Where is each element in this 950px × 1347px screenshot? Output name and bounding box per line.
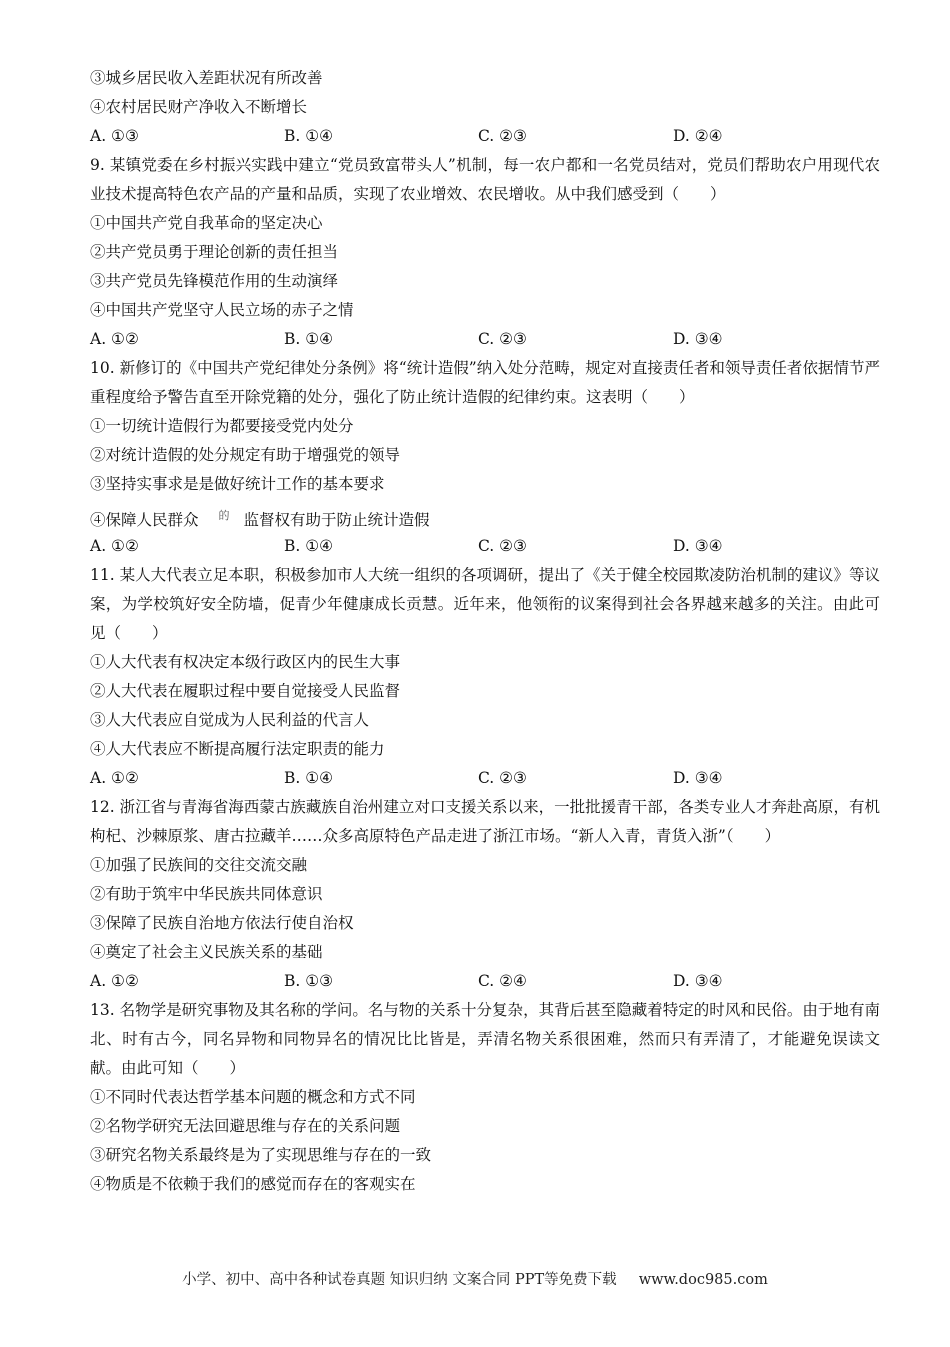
choice-a: A. ①② [90, 972, 139, 990]
option-statement: ③共产党员先锋模范作用的生动演绎 [90, 272, 339, 290]
exam-content [90, 64, 880, 1199]
choice-a: A. ①② [90, 769, 139, 787]
option-statement: ①不同时代表达哲学基本问题的概念和方式不同 [90, 1088, 416, 1106]
option-statement: ①加强了民族间的交往交流交融 [90, 856, 308, 874]
choice-b: B. ①④ [284, 537, 334, 555]
choice-d: D. ③④ [673, 537, 723, 555]
answer-choices [90, 967, 880, 996]
option-statement: ③保障了民族自治地方依法行使自治权 [90, 914, 354, 932]
statement-part: 监督权有助于防止统计造假 [243, 511, 430, 529]
question-stem: 12. 浙江省与青海省海西蒙古族藏族自治州建立对口支援关系以来，一批批援青干部，各类专业人才奔赴高原，有机枸杞、沙棘原浆、唐古拉藏羊……众多高原特色产品走进了浙江市场。“新人入青，青货入浙”（ ） [90, 798, 880, 845]
option-statement: ③人大代表应自觉成为人民利益的代言人 [90, 711, 370, 729]
question-stem: 9. 某镇党委在乡村振兴实践中建立“党员致富带头人”机制，每一农户都和一名党员结对，党员们帮助农户用现代农业技术提高特色农产品的产量和品质，实现了农业增效、农民增收。从中我们感受到（ ） [90, 156, 880, 203]
choice-b: B. ①④ [284, 127, 334, 145]
answer-choices [90, 764, 880, 793]
choice-b: B. ①④ [284, 330, 334, 348]
option-statement: ①人大代表有权决定本级行政区内的民生大事 [90, 653, 401, 671]
question-stem: 10. 新修订的《中国共产党纪律处分条例》将“统计造假”纳入处分范畴，规定对直接责任者和领导责任者依据情节严重程度给予警告直至开除党籍的处分，强化了防止统计造假的纪律约束。这表明（ ） [90, 359, 880, 406]
option-statement: ②对统计造假的处分规定有助于增强党的领导 [90, 446, 401, 464]
choice-c: C. ②③ [478, 330, 527, 348]
footer-text: 小学、初中、高中各种试卷真题 知识归纳 文案合同 PPT等免费下载 [182, 1272, 617, 1288]
footer-url: www.doc985.com [638, 1272, 768, 1288]
answer-choices [90, 122, 880, 151]
choice-d: D. ③④ [673, 769, 723, 787]
answer-choices [90, 532, 880, 561]
choice-d: D. ③④ [673, 330, 723, 348]
option-statement: ②共产党员勇于理论创新的责任担当 [90, 243, 339, 261]
option-statement: ②人大代表在履职过程中要自觉接受人民监督 [90, 682, 401, 700]
option-statement: ③坚持实事求是是做好统计工作的基本要求 [90, 475, 385, 493]
statement-part: ④保障人民群众 [90, 511, 199, 529]
choice-a: A. ①③ [90, 127, 139, 145]
option-statement: ②名物学研究无法回避思维与存在的关系问题 [90, 1117, 401, 1135]
choice-c: C. ②④ [478, 972, 527, 990]
question-stem: 13. 名物学是研究事物及其名称的学问。名与物的关系十分复杂，其背后甚至隐藏着特定的时风和民俗。由于地有南北、时有古今，同名异物和同物异名的情况比比皆是，弄清名物关系很困难，然而只有弄清了，才能避免误读文献。由此可知（ ） [90, 1001, 880, 1077]
option-statement: ④奠定了社会主义民族关系的基础 [90, 943, 323, 961]
choice-d: D. ②④ [673, 127, 723, 145]
option-statement-split [90, 499, 880, 532]
option-statement: ③城乡居民收入差距状况有所改善 [90, 69, 323, 87]
answer-choices [90, 325, 880, 354]
choice-c: C. ②③ [478, 537, 527, 555]
choice-b: B. ①④ [284, 769, 334, 787]
option-statement: ②有助于筑牢中华民族共同体意识 [90, 885, 323, 903]
option-statement: ③研究名物关系最终是为了实现思维与存在的一致 [90, 1146, 432, 1164]
choice-a: A. ①② [90, 330, 139, 348]
option-statement: ④人大代表应不断提高履行法定职责的能力 [90, 740, 385, 758]
choice-b: B. ①③ [284, 972, 334, 990]
choice-d: D. ③④ [673, 972, 723, 990]
choice-a: A. ①② [90, 537, 139, 555]
choice-c: C. ②③ [478, 127, 527, 145]
option-statement: ①一切统计造假行为都要接受党内处分 [90, 417, 354, 435]
option-statement: ①中国共产党自我革命的坚定决心 [90, 214, 323, 232]
choice-c: C. ②③ [478, 769, 527, 787]
stray-character: 的 [218, 509, 230, 522]
option-statement: ④中国共产党坚守人民立场的赤子之情 [90, 301, 354, 319]
option-statement: ④农村居民财产净收入不断增长 [90, 98, 308, 116]
option-statement: ④物质是不依赖于我们的感觉而存在的客观实在 [90, 1175, 416, 1193]
page-footer [0, 1268, 950, 1289]
question-stem: 11. 某人大代表立足本职，积极参加市人大统一组织的各项调研，提出了《关于健全校园欺凌防治机制的建议》等议案，为学校筑好安全防墙，促青少年健康成长贡慧。近年来，他领衔的议案得到社会各界越来越多的关注。由此可见（ ） [90, 566, 880, 642]
